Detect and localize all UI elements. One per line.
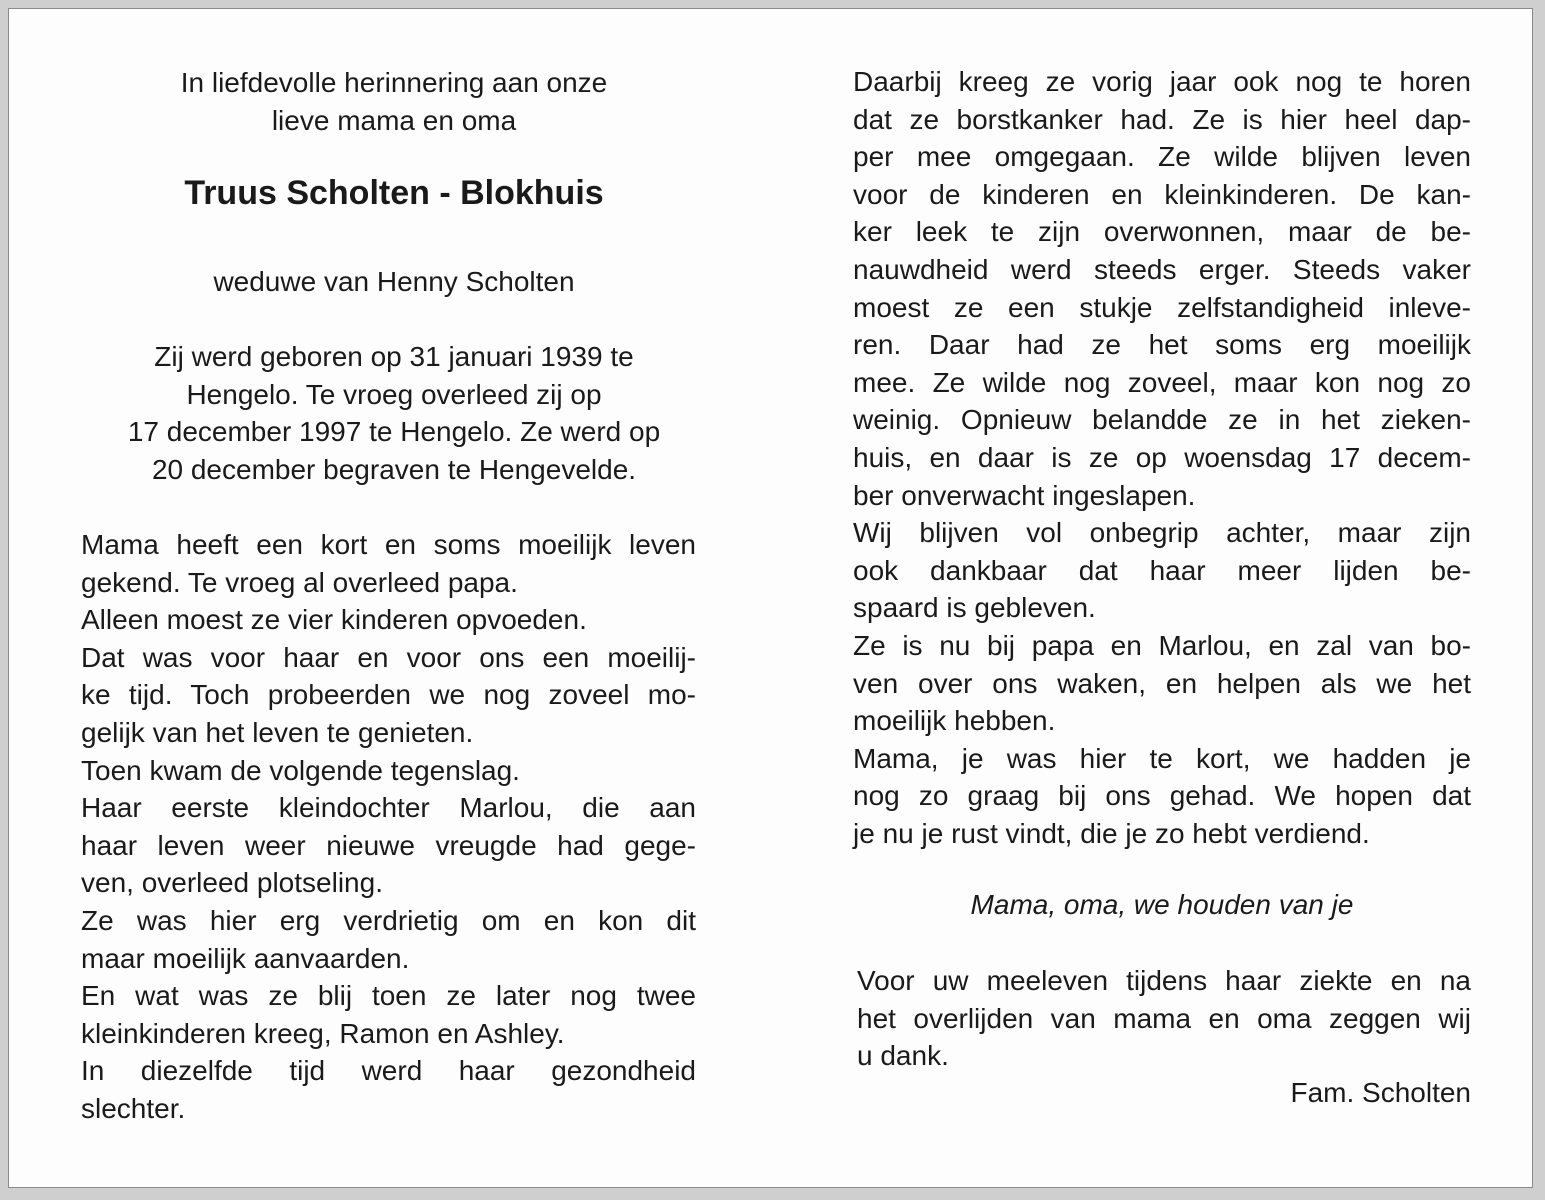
widow-line: weduwe van Henny Scholten bbox=[213, 266, 575, 297]
dates-line: Zij werd geboren op 31 januari 1939 te bbox=[154, 341, 634, 372]
dates-block bbox=[79, 338, 709, 488]
text-line: Alleen moest ze vier kinderen opvoeden. bbox=[81, 604, 587, 636]
text-line: moeilijk hebben. bbox=[853, 705, 1056, 737]
text-line: je nu je rust vindt, die je zo hebt verdiend. bbox=[853, 817, 1370, 849]
text-line: spaard is gebleven. bbox=[853, 592, 1096, 624]
text-line: moest ze een stukje zelfstandigheid inleve- bbox=[853, 291, 1471, 323]
left-column-text bbox=[81, 526, 696, 1128]
text-line: gelijk van het leven te genieten. bbox=[81, 716, 474, 748]
text-line: Haar eerste kleindochter Marlou, die aan bbox=[81, 792, 696, 824]
text-line: ven over ons waken, en helpen als we het bbox=[853, 667, 1471, 699]
intro-line: lieve mama en oma bbox=[271, 104, 517, 136]
text-line: u dank. bbox=[857, 1040, 949, 1072]
text-line: het overlijden van mama en oma zeggen wij bbox=[857, 1002, 1471, 1034]
text-line: Wij blijven vol onbegrip achter, maar zijn bbox=[853, 517, 1471, 549]
text-line: per mee omgegaan. Ze wilde blijven leven bbox=[853, 141, 1471, 173]
right-column-text bbox=[853, 63, 1471, 852]
text-line: Dat was voor haar en voor ons een moeilij- bbox=[81, 641, 696, 673]
text-line: En wat was ze blij toen ze later nog twee bbox=[81, 980, 696, 1012]
intro-line: In liefdevolle herinnering aan onze bbox=[180, 67, 608, 98]
intro bbox=[94, 64, 694, 139]
text-line: kleinkinderen kreeg, Ramon en Ashley. bbox=[81, 1017, 565, 1049]
text-line: ren. Daar had ze het soms erg moeilijk bbox=[853, 329, 1471, 361]
text-line: In diezelfde tijd werd haar gezondheid bbox=[81, 1055, 696, 1087]
text-line: maar moeilijk aanvaarden. bbox=[81, 942, 410, 974]
text-line: Ze was hier erg verdrietig om en kon dit bbox=[81, 904, 696, 936]
text-line: ke tijd. Toch probeerden we nog zoveel mo- bbox=[81, 679, 696, 711]
motto: Mama, oma, we houden van je bbox=[970, 889, 1354, 920]
text-line: Toen kwam de volgende tegenslag. bbox=[81, 754, 520, 786]
text-line: slechter. bbox=[81, 1092, 186, 1124]
text-line: dat ze borstkanker had. Ze is hier heel dap- bbox=[853, 103, 1471, 135]
text-line: ber onverwacht ingeslapen. bbox=[853, 479, 1196, 511]
text-line: weinig. Opnieuw belandde ze in het zieken- bbox=[853, 404, 1471, 436]
text-line: Voor uw meeleven tijdens haar ziekte en na bbox=[857, 965, 1471, 996]
text-line: mee. Ze wilde nog zoveel, maar kon nog zo bbox=[853, 366, 1471, 398]
text-line: ven, overleed plotseling. bbox=[81, 867, 383, 899]
text-line: Mama, je was hier te kort, we hadden je bbox=[853, 742, 1471, 774]
text-line: haar leven weer nieuwe vreugde had gege- bbox=[81, 829, 696, 861]
dates-line: Hengelo. Te vroeg overleed zij op bbox=[186, 378, 602, 410]
text-line: nog zo graag bij ons gehad. We hopen dat bbox=[853, 780, 1471, 812]
text-line: nauwdheid werd steeds erger. Steeds vaker bbox=[853, 253, 1471, 285]
text-line: Mama heeft een kort en soms moeilijk leven bbox=[81, 529, 696, 560]
text-line: ook dankbaar dat haar meer lijden be- bbox=[853, 554, 1471, 586]
text-line: gekend. Te vroeg al overleed papa. bbox=[81, 566, 518, 598]
text-line: Daarbij kreeg ze vorig jaar ook nog te horen bbox=[853, 66, 1471, 97]
signature: Fam. Scholten bbox=[1290, 1077, 1471, 1108]
dates-line: 20 december begraven te Hengevelde. bbox=[151, 453, 637, 485]
thanks-paragraph bbox=[857, 962, 1471, 1075]
text-line: voor de kinderen en kleinkinderen. De kan- bbox=[853, 178, 1471, 210]
text-line: Ze is nu bij papa en Marlou, en zal van bo- bbox=[853, 629, 1471, 661]
text-line: ker leek te zijn overwonnen, maar de be- bbox=[853, 216, 1471, 248]
text-line: huis, en daar is ze op woensdag 17 decem- bbox=[853, 441, 1471, 473]
dates-line: 17 december 1997 te Hengelo. Ze werd op bbox=[127, 416, 661, 448]
memorial-card bbox=[8, 8, 1533, 1188]
deceased-name: Truus Scholten - Blokhuis bbox=[184, 174, 604, 212]
